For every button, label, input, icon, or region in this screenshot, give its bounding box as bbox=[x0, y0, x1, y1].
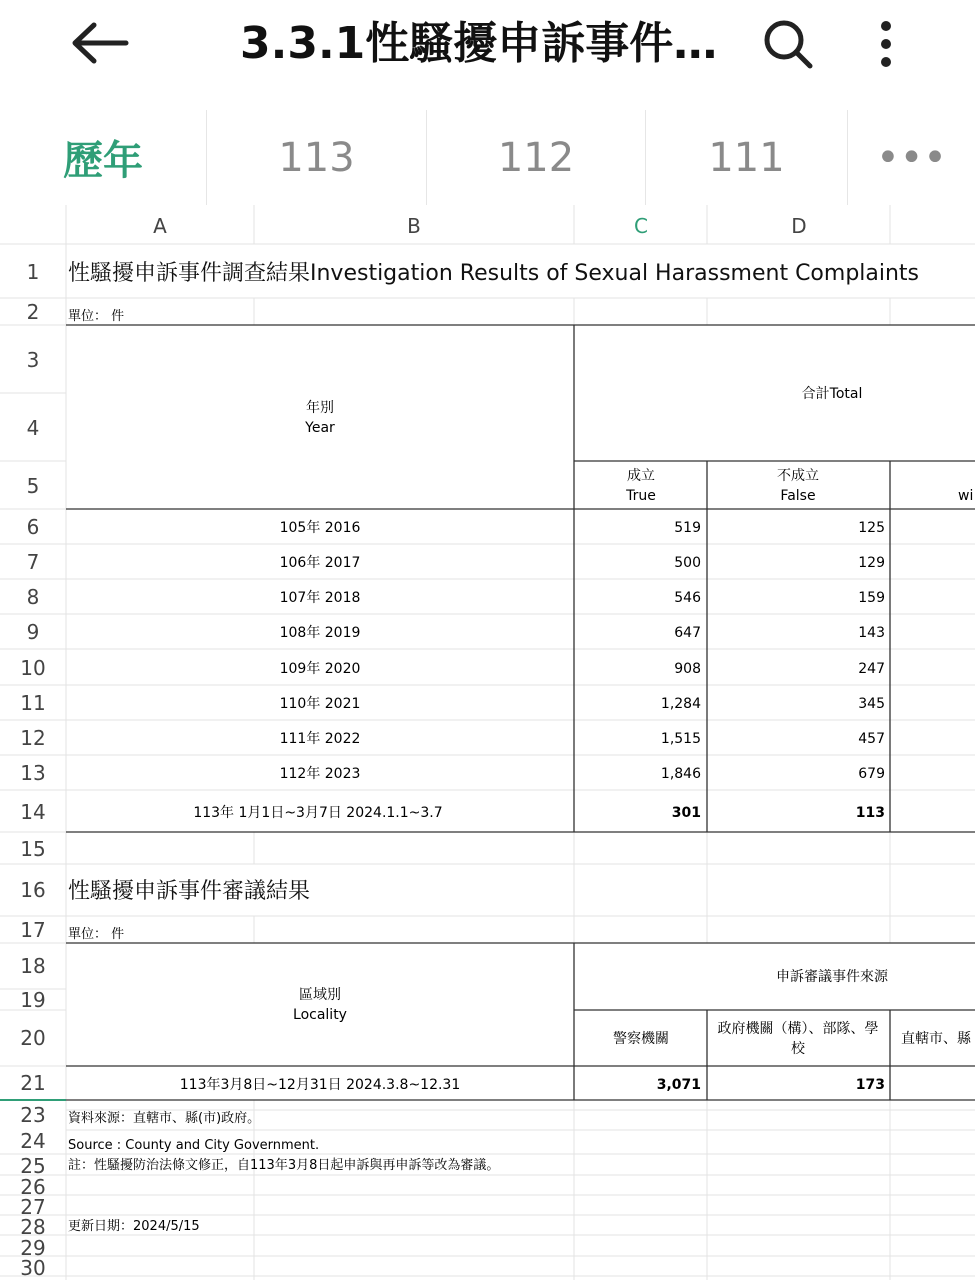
more-vertical-icon[interactable] bbox=[868, 18, 904, 70]
table1-rows bbox=[193, 519, 885, 821]
app-bar bbox=[0, 0, 975, 111]
tabs-more-button[interactable]: ••• bbox=[876, 134, 947, 181]
cell-false[interactable]: 125 bbox=[858, 520, 885, 536]
cell-true[interactable]: 519 bbox=[674, 520, 701, 536]
row-header-14[interactable]: 14 bbox=[20, 800, 46, 824]
row-header-7[interactable]: 7 bbox=[26, 550, 40, 574]
cell-true[interactable]: 500 bbox=[674, 555, 701, 571]
cell-false[interactable]: 679 bbox=[858, 766, 885, 782]
cell-true[interactable]: 908 bbox=[674, 661, 701, 677]
cell-false[interactable]: 159 bbox=[858, 590, 885, 606]
cell-true[interactable]: 1,846 bbox=[660, 766, 701, 782]
header-true-zh[interactable]: 成立 bbox=[627, 468, 655, 484]
cell-year[interactable]: 111年 2022 bbox=[279, 731, 361, 747]
row-header-11[interactable]: 11 bbox=[20, 691, 46, 715]
row-header-30[interactable]: 30 bbox=[20, 1256, 46, 1280]
row-header-20[interactable]: 20 bbox=[20, 1026, 46, 1050]
column-headers bbox=[153, 214, 807, 238]
row-header-23[interactable]: 23 bbox=[20, 1103, 46, 1127]
row-header-19[interactable]: 19 bbox=[20, 988, 46, 1012]
cell-year[interactable]: 108年 2019 bbox=[279, 625, 361, 641]
cell-year[interactable]: 106年 2017 bbox=[279, 555, 361, 571]
row-header-29[interactable]: 29 bbox=[20, 1236, 46, 1260]
row-header-12[interactable]: 12 bbox=[20, 726, 46, 750]
sheet-title-investigation[interactable]: 性騷擾申訴事件調查結果Investigation Results of Sexual Harassment Complaints bbox=[68, 261, 920, 286]
column-header-d[interactable]: D bbox=[791, 214, 807, 238]
header-government[interactable]: 政府機關（構）、部隊、學 bbox=[717, 1021, 879, 1037]
header-locality-en[interactable]: Locality bbox=[293, 1007, 347, 1023]
row-header-25[interactable]: 25 bbox=[20, 1154, 46, 1178]
cell-false[interactable]: 129 bbox=[858, 555, 885, 571]
row-header-17[interactable]: 17 bbox=[20, 918, 46, 942]
sheet-tabs bbox=[0, 110, 975, 205]
search-icon[interactable] bbox=[762, 18, 814, 70]
header-year-zh[interactable]: 年別 bbox=[306, 400, 334, 416]
cell-year-partial[interactable]: 113年 1月1日~3月7日 2024.1.1~3.7 bbox=[193, 805, 443, 821]
row-headers bbox=[20, 260, 45, 1280]
header-clipped[interactable]: wi bbox=[958, 488, 974, 504]
row-header-9[interactable]: 9 bbox=[26, 620, 40, 644]
cell-government[interactable]: 173 bbox=[855, 1077, 885, 1093]
row-header-4[interactable]: 4 bbox=[26, 416, 40, 440]
unit-label[interactable]: 單位： 件 bbox=[68, 309, 125, 324]
sheet-title-review[interactable]: 性騷擾申訴事件審議結果 bbox=[68, 879, 311, 904]
row-header-27[interactable]: 27 bbox=[20, 1195, 46, 1219]
document-title: 3.3.1性騷擾申訴事件… bbox=[240, 18, 718, 69]
note-source-en[interactable]: Source : County and City Government. bbox=[68, 1138, 320, 1153]
cell-period[interactable]: 113年3月8日~12月31日 2024.3.8~12.31 bbox=[179, 1077, 461, 1093]
cell-false-partial[interactable]: 113 bbox=[855, 805, 885, 821]
row-header-26[interactable]: 26 bbox=[20, 1175, 46, 1199]
row-header-3[interactable]: 3 bbox=[26, 348, 40, 372]
row-header-21[interactable]: 21 bbox=[20, 1071, 46, 1095]
row-header-8[interactable]: 8 bbox=[26, 585, 40, 609]
header-locality-zh[interactable]: 區域別 bbox=[299, 987, 341, 1003]
header-false-en[interactable]: False bbox=[780, 488, 816, 504]
cell-true[interactable]: 647 bbox=[674, 625, 701, 641]
cell-year[interactable]: 109年 2020 bbox=[279, 661, 361, 677]
row-header-18[interactable]: 18 bbox=[20, 954, 46, 978]
row-header-6[interactable]: 6 bbox=[26, 515, 40, 539]
cell-police[interactable]: 3,071 bbox=[656, 1077, 701, 1093]
row-header-2[interactable]: 2 bbox=[26, 300, 40, 324]
cell-year[interactable]: 112年 2023 bbox=[279, 766, 361, 782]
cell-year[interactable]: 105年 2016 bbox=[279, 520, 361, 536]
updated-date[interactable]: 更新日期：2024/5/15 bbox=[68, 1219, 200, 1234]
header-police[interactable]: 警察機關 bbox=[613, 1031, 669, 1047]
cell-false[interactable]: 345 bbox=[858, 696, 885, 712]
row-header-28[interactable]: 28 bbox=[20, 1215, 46, 1239]
column-header-b[interactable]: B bbox=[407, 214, 421, 238]
cell-year[interactable]: 107年 2018 bbox=[279, 590, 361, 606]
header-complaint-source[interactable]: 申訴審議事件來源 bbox=[776, 969, 888, 985]
note-source-zh[interactable]: 資料來源：直轄市、縣(市)政府。 bbox=[68, 1111, 261, 1126]
cell-false[interactable]: 457 bbox=[858, 731, 885, 747]
cell-true-partial[interactable]: 301 bbox=[671, 805, 701, 821]
cell-false[interactable]: 247 bbox=[858, 661, 885, 677]
sheet-canvas bbox=[0, 205, 975, 1280]
row-header-15[interactable]: 15 bbox=[20, 837, 46, 861]
cell-year[interactable]: 110年 2021 bbox=[279, 696, 361, 712]
column-header-a[interactable]: A bbox=[153, 214, 167, 238]
row-header-10[interactable]: 10 bbox=[20, 656, 46, 680]
header-government-cont[interactable]: 校 bbox=[791, 1041, 805, 1057]
cell-true[interactable]: 546 bbox=[674, 590, 701, 606]
row-header-16[interactable]: 16 bbox=[20, 878, 46, 902]
arrow-left-icon[interactable] bbox=[70, 20, 130, 66]
row-header-24[interactable]: 24 bbox=[20, 1129, 46, 1153]
row-header-5[interactable]: 5 bbox=[26, 474, 40, 498]
header-city-county[interactable]: 直轄市、縣 bbox=[901, 1031, 971, 1047]
tab-112[interactable]: 112 bbox=[427, 110, 646, 205]
cell-false[interactable]: 143 bbox=[858, 625, 885, 641]
row-header-1[interactable]: 1 bbox=[26, 260, 40, 284]
row-header-13[interactable]: 13 bbox=[20, 761, 46, 785]
header-year-en[interactable]: Year bbox=[305, 420, 335, 436]
unit-label-2[interactable]: 單位： 件 bbox=[68, 927, 125, 942]
tab-all-years[interactable]: 歷年 bbox=[0, 110, 207, 205]
note-remark[interactable]: 註：性騷擾防治法條文修正，自113年3月8日起申訴與再申訴等改為審議。 bbox=[68, 1158, 500, 1173]
header-total[interactable]: 合計Total bbox=[801, 386, 863, 402]
cell-true[interactable]: 1,284 bbox=[660, 696, 701, 712]
cell-true[interactable]: 1,515 bbox=[660, 731, 701, 747]
tab-111[interactable]: 111 bbox=[646, 110, 848, 205]
tab-113[interactable]: 113 bbox=[207, 110, 427, 205]
header-true-en[interactable]: True bbox=[626, 488, 656, 504]
column-header-c[interactable]: C bbox=[634, 214, 648, 238]
header-false-zh[interactable]: 不成立 bbox=[777, 468, 819, 484]
spreadsheet-grid[interactable] bbox=[0, 205, 975, 1280]
